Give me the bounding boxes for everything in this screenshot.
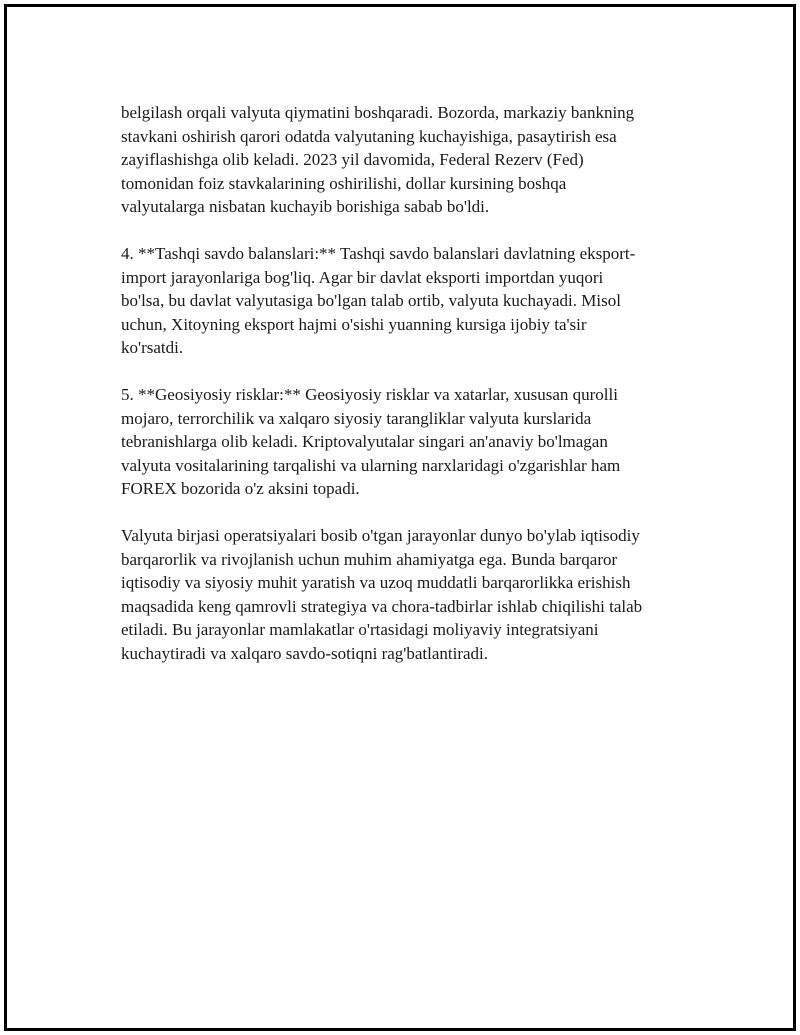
paragraph-trade-balances: 4. **Tashqi savdo balanslari:** Tashqi savdo balanslari davlatning eksport- import jarayonlariga bog'liq. Agar bir davlat eksporti importdan yuqori bo'lsa, bu davlat valyutasiga bo'lgan talab ortib, valyuta kuchayadi. Misol uchun, Xitoyning eksport hajmi o'sishi yuanning kursiga ijobiy ta'sir ko'rsatdi. bbox=[121, 244, 636, 357]
page-frame bbox=[4, 4, 796, 1031]
paragraph-central-bank-rates: belgilash orqali valyuta qiymatini boshqaradi. Bozorda, markaziy bankning stavkani oshirish qarori odatda valyutaning kuchayishiga, pasaytirish esa zayiflashishga olib keladi. 2023 yil davomida, Federal Rezerv (Fed) tomonidan foiz stavkalarining oshirilishi, dollar kursining boshqa valyutalarga nisbatan kuchayib borishiga sabab bo'ldi. bbox=[121, 103, 635, 216]
document-body bbox=[121, 101, 696, 689]
paragraph-conclusion: Valyuta birjasi operatsiyalari bosib o'tgan jarayonlar dunyo bo'ylab iqtisodiy barqarorlik va rivojlanish uchun muhim ahamiyatga ega. Bunda barqaror iqtisodiy va siyosiy muhit yaratish va uzoq muddatli barqarorlikka erishish maqsadida keng qamrovli strategiya va chora-tadbirlar ishlab chiqilishi talab etiladi. Bu jarayonlar mamlakatlar o'rtasidagi moliyaviy integratsiyani kuchaytiradi va xalqaro savdo-sotiqni rag'batlantiradi. bbox=[121, 526, 643, 663]
paragraph-geopolitical-risks: 5. **Geosiyosiy risklar:** Geosiyosiy risklar va xatarlar, xususan qurolli mojaro, terrorchilik va xalqaro siyosiy tarangliklar valyuta kurslarida tebranishlarga olib keladi. Kriptovalyutalar singari an'anaviy bo'lmagan valyuta vositalarining tarqalishi va ularning narxlaridagi o'zgarishlar ham FOREX bozorida o'z aksini topadi. bbox=[121, 385, 621, 498]
